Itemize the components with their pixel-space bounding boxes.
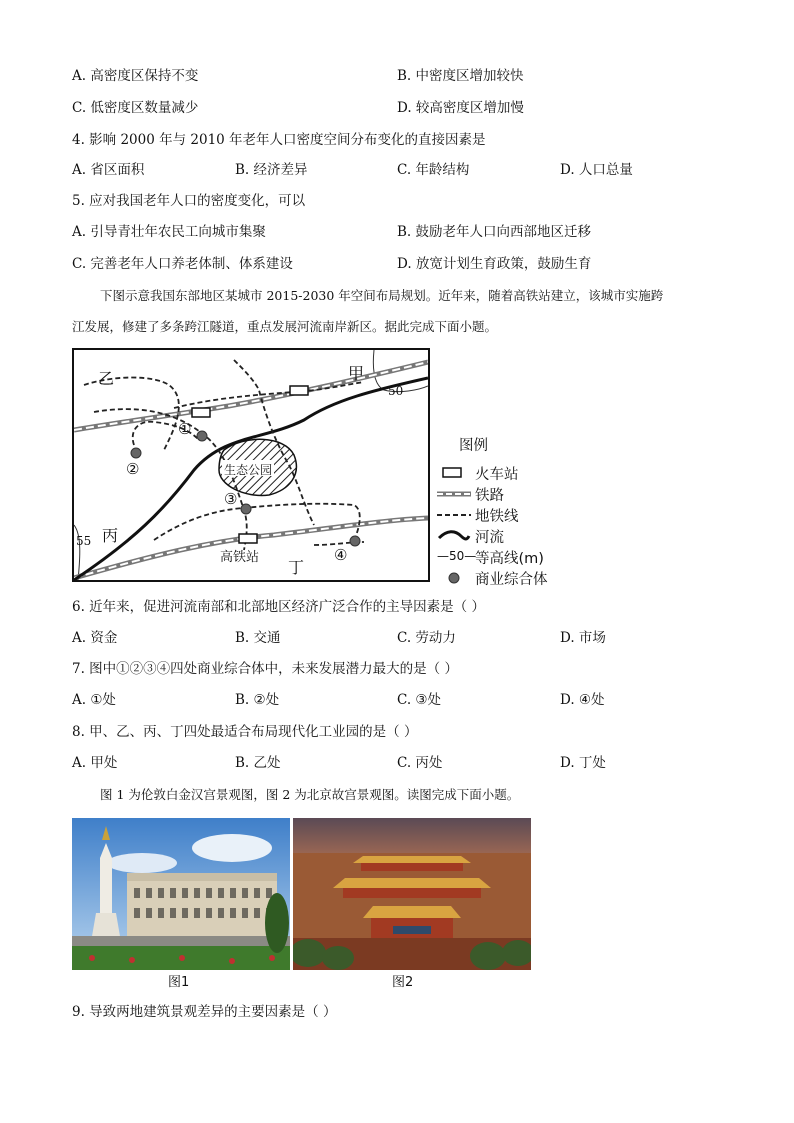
q4-stem: 4. 影响 2000 年与 2010 年老年人口密度空间分布变化的直接因素是 — [72, 132, 486, 148]
complex-symbol-icon — [437, 570, 467, 586]
label-num-4: ④ — [334, 546, 348, 564]
q8-option-c: C. 丙处 — [397, 755, 443, 771]
q5-option-c: C. 完善老年人口养老体制、体系建设 — [72, 256, 293, 272]
q4-option-b: B. 经济差异 — [235, 162, 308, 178]
q7-stem: 7. 图中①②③④四处商业综合体中，未来发展潜力最大的是（ ） — [72, 661, 458, 677]
station-symbol-icon — [437, 465, 467, 481]
q8-option-a: A. 甲处 — [72, 755, 118, 771]
complex-1 — [197, 431, 207, 441]
legend-title: 图例 — [459, 438, 488, 454]
label-hsr-station: 高铁站 — [220, 550, 260, 565]
legend-contour-label: 等高线(m) — [475, 551, 544, 567]
train-station-2 — [290, 386, 308, 395]
label-num-2: ② — [126, 460, 140, 478]
label-yi: 乙 — [98, 369, 115, 388]
q8-stem: 8. 甲、乙、丙、丁四处最适合布局现代化工业园的是（ ） — [72, 724, 418, 740]
q7-option-d: D. ④处 — [560, 692, 605, 708]
label-contour-50: 50 — [388, 384, 404, 398]
q6-option-d: D. 市场 — [560, 630, 606, 646]
q3-option-c: C. 低密度区数量减少 — [72, 100, 199, 116]
train-station-hsr — [239, 534, 257, 543]
legend-station-label: 火车站 — [475, 467, 519, 483]
q6-stem: 6. 近年来，促进河流南部和北部地区经济广泛合作的主导因素是（ ） — [72, 599, 485, 615]
q8-option-d: D. 丁处 — [560, 755, 606, 771]
q4-option-d: D. 人口总量 — [560, 162, 633, 178]
label-bing: 丙 — [102, 526, 119, 545]
q3-option-a: A. 高密度区保持不变 — [72, 68, 199, 84]
q6-option-a: A. 资金 — [72, 630, 118, 646]
label-num-3: ③ — [224, 490, 238, 508]
legend-railway-label: 铁路 — [475, 488, 504, 504]
q6-option-b: B. 交通 — [235, 630, 281, 646]
legend-metro-label: 地铁线 — [475, 509, 519, 525]
forbidden-city-photo — [293, 818, 531, 970]
complex-4 — [350, 536, 360, 546]
q7-option-c: C. ③处 — [397, 692, 442, 708]
map-intro-line1: 下图示意我国东部地区某城市 2015-2030 年空间布局规划。近年来，随着高铁站建立，该城市实施跨 — [100, 288, 664, 303]
q9-stem: 9. 导致两地建筑景观差异的主要因素是（ ） — [72, 1004, 337, 1020]
complex-2 — [131, 448, 141, 458]
q5-stem: 5. 应对我国老年人口的密度变化，可以 — [72, 193, 306, 209]
label-jia: 甲 — [348, 364, 365, 383]
q4-option-c: C. 年龄结构 — [397, 162, 470, 178]
label-num-1: ① — [178, 420, 192, 438]
legend-complex-label: 商业综合体 — [475, 572, 548, 588]
q6-option-c: C. 劳动力 — [397, 630, 456, 646]
q5-option-a: A. 引导青壮年农民工向城市集聚 — [72, 224, 266, 240]
contour-symbol-icon: —50— — [437, 549, 477, 563]
label-ding: 丁 — [288, 558, 305, 577]
city-planning-map — [72, 348, 430, 582]
complex-3 — [241, 504, 251, 514]
q8-option-b: B. 乙处 — [235, 755, 281, 771]
map-intro-line2: 江发展，修建了多条跨江隧道，重点发展河流南岸新区。据此完成下面小题。 — [72, 319, 498, 334]
railway-symbol-icon — [437, 486, 471, 502]
q7-option-b: B. ②处 — [235, 692, 280, 708]
q7-option-a: A. ①处 — [72, 692, 116, 708]
figure-1-caption: 图1 — [168, 975, 190, 990]
photos-intro: 图 1 为伦敦白金汉宫景观图，图 2 为北京故宫景观图。读图完成下面小题。 — [100, 787, 520, 802]
buckingham-palace-photo — [72, 818, 290, 970]
metro-symbol-icon — [437, 507, 471, 523]
q3-option-d: D. 较高密度区增加慢 — [397, 100, 524, 116]
q4-option-a: A. 省区面积 — [72, 162, 145, 178]
figure-2-caption: 图2 — [392, 975, 414, 990]
q5-option-b: B. 鼓励老年人口向西部地区迁移 — [397, 224, 592, 240]
train-station-1 — [192, 408, 210, 417]
q3-option-b: B. 中密度区增加较快 — [397, 68, 524, 84]
legend-river-label: 河流 — [475, 530, 504, 546]
q5-option-d: D. 放宽计划生育政策，鼓励生育 — [397, 256, 592, 272]
river-symbol-icon — [437, 528, 471, 544]
label-eco-park: 生态公园 — [224, 463, 273, 477]
label-contour-55: 55 — [76, 534, 92, 548]
